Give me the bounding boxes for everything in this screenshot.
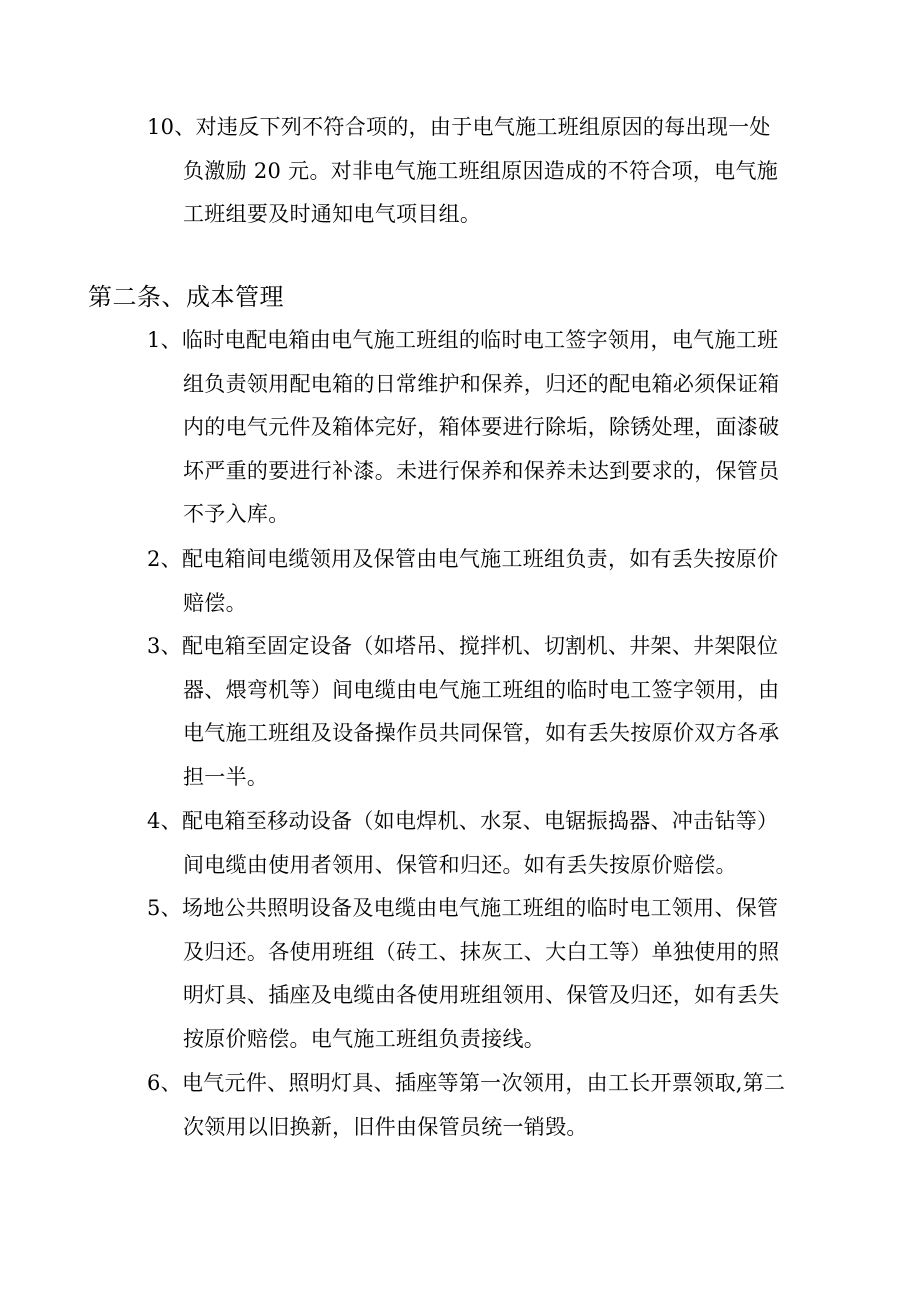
cost-item-5	[147, 887, 779, 1061]
cost-item-2-line-1: 2、配电箱间电缆领用及保管由电气施工班组负责，如有丢失按原价	[147, 547, 779, 571]
clause-10-line-3: 工班组要及时通知电气项目组。	[183, 202, 482, 226]
section-heading-cost-management: 第二条、成本管理	[88, 283, 284, 311]
cost-item-5-line-2: 及归还。各使用班组（砖工、抹灰工、大白工等）单独使用的照	[183, 939, 780, 964]
clause-10	[147, 106, 778, 237]
cost-item-1	[147, 319, 779, 537]
cost-item-5-line-1: 5、场地公共照明设备及电缆由电气施工班组的临时电工领用、保管	[147, 896, 779, 920]
cost-item-2	[147, 538, 778, 625]
cost-item-3-line-3: 电气施工班组及设备操作员共同保管，如有丢失按原价双方各承	[183, 721, 780, 745]
cost-item-3-line-1: 3、配电箱至固定设备（如塔吊、搅拌机、切割机、井架、井架限位	[147, 634, 779, 658]
clause-10-line-1: 10、对违反下列不符合项的，由于电气施工班组原因的每出现一处	[147, 115, 771, 139]
cost-item-3	[147, 625, 779, 799]
cost-item-1-line-4: 坏严重的要进行补漆。未进行保养和保养未达到要求的，保管员	[183, 458, 780, 483]
clause-10-line-2: 负激励 20 元。对非电气施工班组原因造成的不符合项，电气施	[183, 158, 779, 183]
cost-item-5-line-3: 明灯具、插座及电缆由各使用班组领用、保管及归还，如有丢失	[183, 983, 780, 1007]
cost-item-6-line-2: 次领用以旧换新，旧件由保管员统一销毁。	[183, 1114, 588, 1139]
cost-item-1-line-3: 内的电气元件及箱体完好，箱体要进行除垢，除锈处理，面漆破	[183, 415, 780, 439]
cost-item-1-line-1: 1、临时电配电箱由电气施工班组的临时电工签字领用，电气施工班	[147, 328, 779, 352]
cost-item-3-line-2: 器、煨弯机等）间电缆由电气施工班组的临时电工签字领用，由	[183, 677, 780, 702]
cost-item-6-line-1: 6、电气元件、照明灯具、插座等第一次领用，由工长开票领取,第二	[147, 1071, 786, 1095]
cost-item-5-line-4: 按原价赔偿。电气施工班组负责接线。	[183, 1026, 546, 1051]
cost-item-4-line-1: 4、配电箱至移动设备（如电焊机、水泵、电锯振捣器、冲击钻等）	[147, 809, 779, 833]
cost-item-4-line-2: 间电缆由使用者领用、保管和归还。如有丢失按原价赔偿。	[183, 852, 737, 877]
cost-item-1-line-2: 组负责领用配电箱的日常维护和保养，归还的配电箱必须保证箱	[183, 371, 780, 396]
cost-item-4	[147, 800, 778, 887]
cost-item-6	[147, 1062, 785, 1149]
cost-item-3-line-4: 担一半。	[183, 764, 269, 789]
cost-item-1-line-5: 不予入库。	[183, 502, 290, 526]
cost-item-2-line-2: 赔偿。	[183, 590, 247, 615]
